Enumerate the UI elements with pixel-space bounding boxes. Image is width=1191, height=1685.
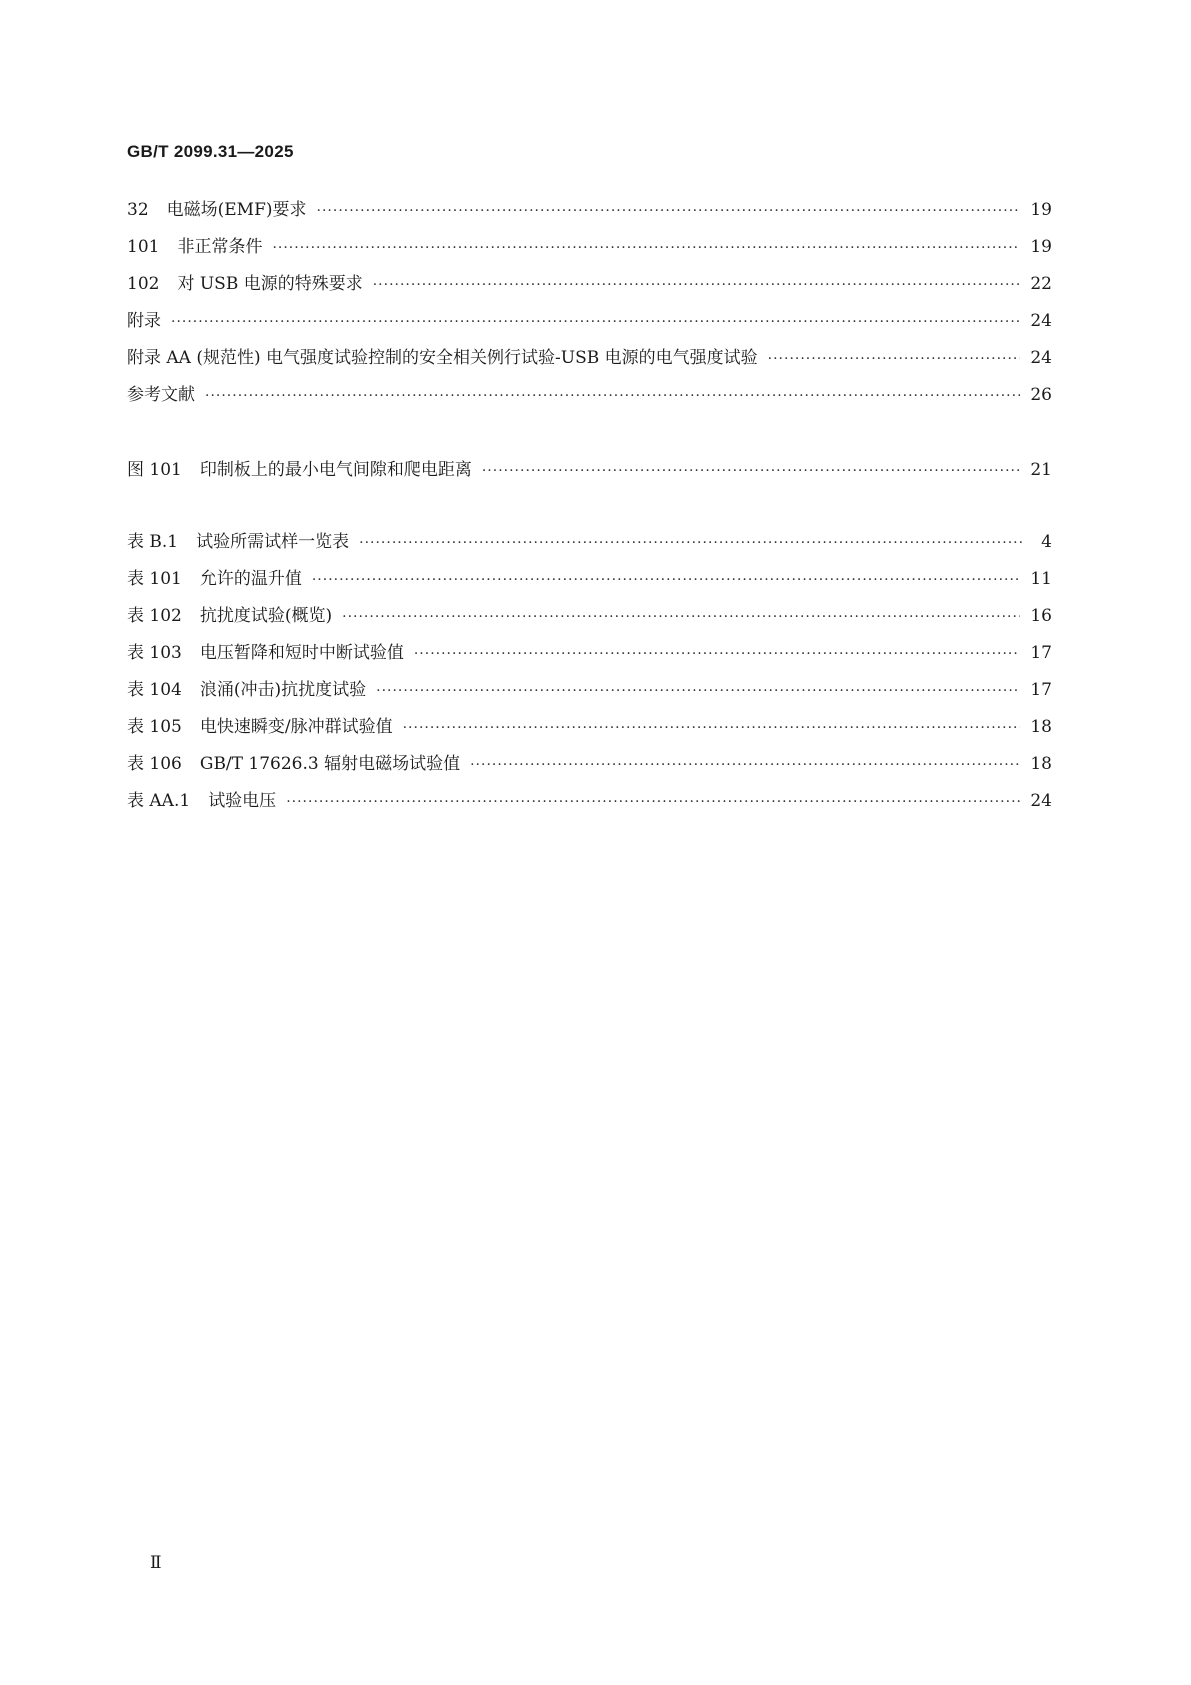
page-number: Ⅱ [150,1553,162,1573]
toc-entry-page: 24 [1030,311,1052,331]
toc-entry[interactable] [127,303,1052,340]
dot-leader [376,673,1020,710]
toc-entry-title: 参考文献 [127,385,195,405]
toc-entry-page: 21 [1030,460,1052,480]
toc-entry-number: 32 [127,200,149,220]
toc-entry-number: 表 104 [127,680,182,700]
dot-leader [312,562,1021,599]
toc-entry-page: 11 [1030,569,1052,589]
dot-leader [342,599,1020,636]
toc-entry-page: 18 [1030,754,1052,774]
toc-entry-number: 图 101 [127,460,182,480]
toc-table-entry[interactable] [127,709,1052,746]
dot-leader [482,453,1021,490]
toc-entry-number: 101 [127,237,160,257]
dot-leader [403,710,1021,747]
toc-tables-list [127,524,1052,820]
toc-entry-page: 4 [1041,532,1052,552]
toc-entry-page: 16 [1030,606,1052,626]
toc-entry-number: 表 102 [127,606,182,626]
toc-entry[interactable] [127,229,1052,266]
toc-entry-page: 19 [1030,200,1052,220]
dot-leader [205,378,1020,415]
dot-leader [317,193,1021,230]
toc-sections-list [127,192,1052,414]
toc-entry[interactable] [127,340,1052,377]
toc-entry-title: 电快速瞬变/脉冲群试验值 [199,717,393,737]
dot-leader [373,267,1021,304]
toc-entry-number: 表 B.1 [127,532,179,552]
dot-leader [768,341,1021,378]
toc-entry-page: 18 [1030,717,1052,737]
toc-entry-number: 表 103 [127,643,182,663]
dot-leader [171,304,1020,341]
toc-entry-number: 表 AA.1 [127,791,191,811]
toc-entry-title: 允许的温升值 [199,569,302,589]
toc-entry-title: 电压暂降和短时中断试验值 [199,643,404,663]
toc-entry-page: 22 [1030,274,1052,294]
toc-entry-page: 17 [1030,680,1052,700]
dot-leader [272,230,1020,267]
toc-table-entry[interactable] [127,635,1052,672]
toc-entry-title: 印制板上的最小电气间隙和爬电距离 [199,460,472,480]
toc-entry[interactable] [127,377,1052,414]
dot-leader [470,747,1020,784]
dot-leader [359,525,1022,562]
toc-entry-title: 浪涌(冲击)抗扰度试验 [199,680,367,700]
toc-entry-title: 抗扰度试验(概览) [199,606,333,626]
toc-entry-number: 表 101 [127,569,182,589]
toc-figure-entry[interactable] [127,452,1052,489]
dot-leader [286,784,1020,821]
toc-entry-number: 表 106 [127,754,182,774]
toc-entry-page: 19 [1030,237,1052,257]
toc-entry-page: 24 [1030,791,1052,811]
toc-entry-title: 对 USB 电源的特殊要求 [177,274,363,294]
toc-table-entry[interactable] [127,672,1052,709]
toc-entry-title: 附录 AA (规范性) 电气强度试验控制的安全相关例行试验-USB 电源的电气强度试验 [127,348,758,368]
document-header-code: GB/T 2099.31—2025 [127,142,294,161]
toc-table-entry[interactable] [127,783,1052,820]
toc-entry[interactable] [127,266,1052,303]
toc-table-entry[interactable] [127,524,1052,561]
toc-table-entry[interactable] [127,598,1052,635]
dot-leader [414,636,1021,673]
toc-entry-title: 电磁场(EMF)要求 [166,200,307,220]
toc-entry-title: 附录 [127,311,161,331]
toc-entry-title: 试验电压 [208,791,277,811]
toc-table-entry[interactable] [127,561,1052,598]
toc-entry-title: 非正常条件 [177,237,263,257]
toc-entry-page: 26 [1030,385,1052,405]
toc-entry-title: GB/T 17626.3 辐射电磁场试验值 [199,754,461,774]
toc-entry[interactable] [127,192,1052,229]
toc-figures-list [127,452,1052,489]
toc-entry-page: 17 [1030,643,1052,663]
toc-entry-number: 102 [127,274,160,294]
toc-entry-title: 试验所需试样一览表 [196,532,350,552]
toc-table-entry[interactable] [127,746,1052,783]
toc-entry-page: 24 [1030,348,1052,368]
toc-entry-number: 表 105 [127,717,182,737]
